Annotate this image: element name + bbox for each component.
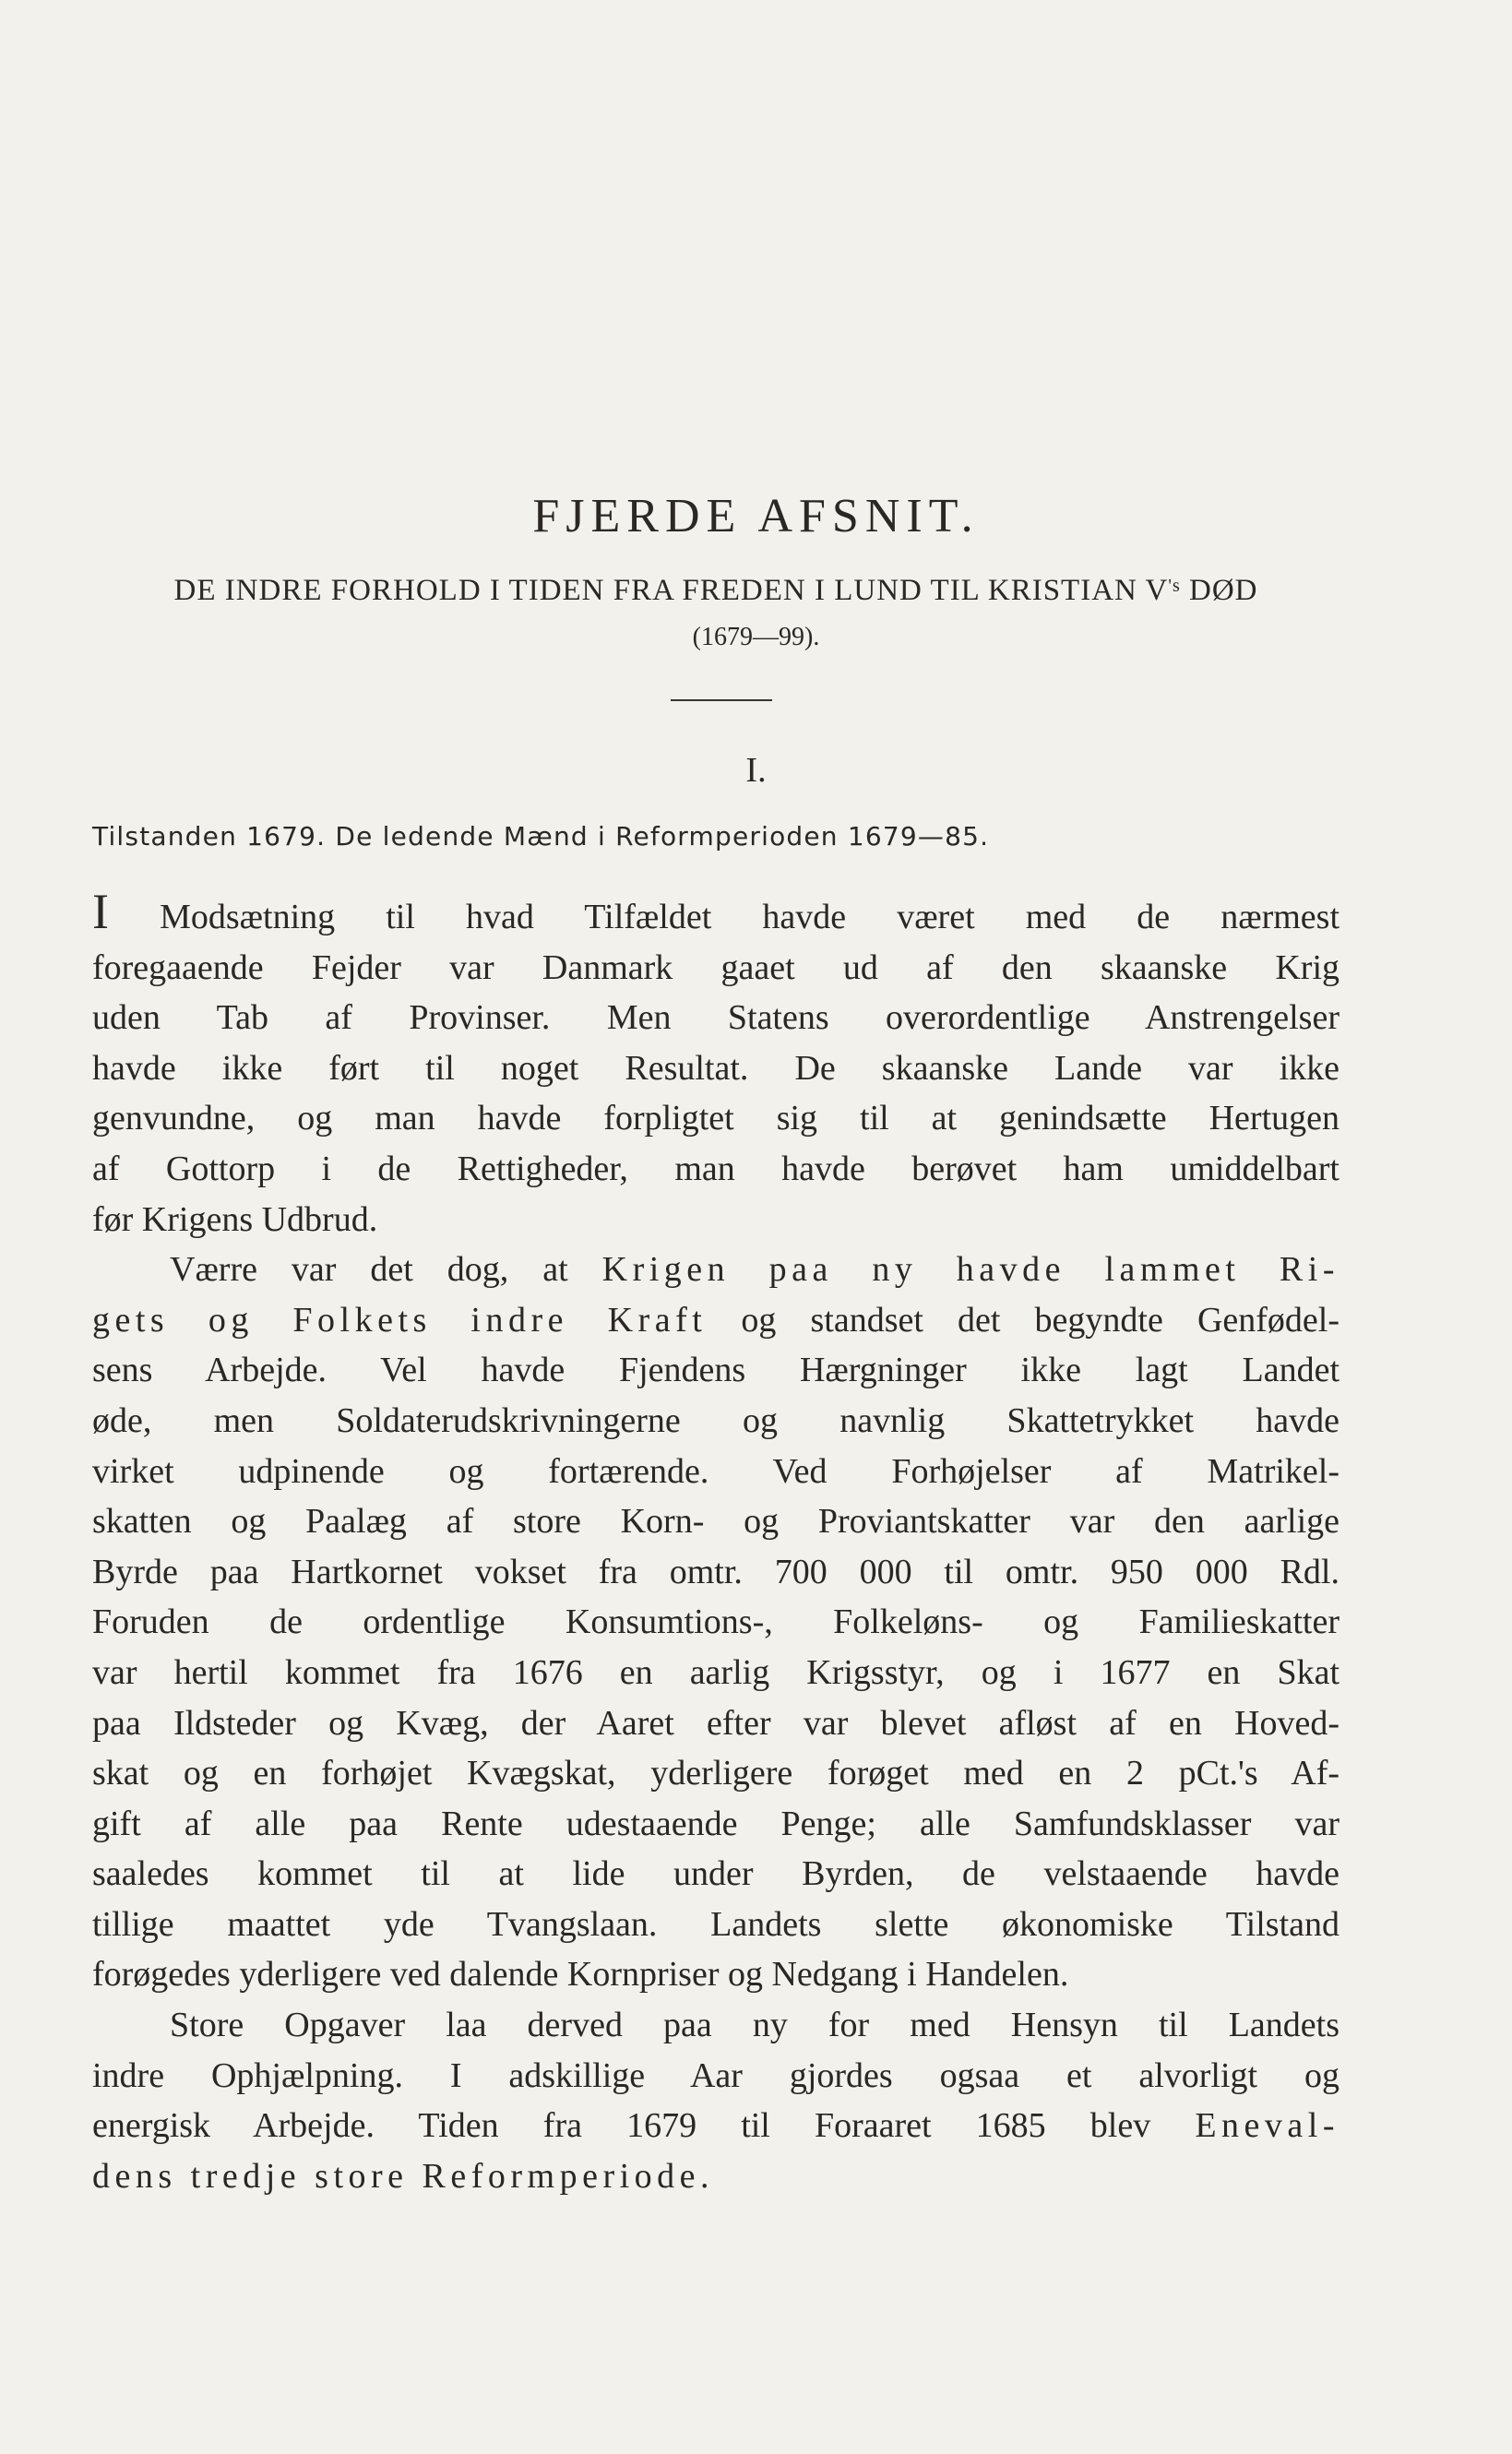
text-line: sens Arbejde. Vel havde Fjendens Hærgninger ikke lagt Landet xyxy=(92,1351,1339,1390)
text-line: Foruden de ordentlige Konsumtions-, Folkeløns- og Familieskatter xyxy=(92,1602,1339,1642)
part-subtitle-main: DE INDRE FORHOLD I TIDEN FRA FREDEN I LUND TIL KRISTIAN V xyxy=(173,574,1169,607)
part-subtitle xyxy=(92,574,1339,608)
text-line: var hertil kommet fra 1676 en aarlig Krigsstyr, og i 1677 en Skat xyxy=(92,1652,1339,1692)
text-span: og standset det begyndte Genfødel- xyxy=(707,1300,1339,1340)
text-line: af Gottorp i de Rettigheder, man havde berøvet ham umiddelbart xyxy=(92,1149,1339,1188)
text-line: virket udpinende og fortærende. Ved Forhøjelser af Matrikel- xyxy=(92,1451,1339,1491)
text-line: uden Tab af Provinser. Men Statens overordentlige Anstrengelser xyxy=(92,998,1339,1038)
spaced-emphasis: gets og Folkets indre Kraft xyxy=(92,1300,708,1340)
text-line: Store Opgaver laa derved paa ny for med Hensyn til Landets xyxy=(170,2006,1339,2045)
text-line: foregaaende Fejder var Danmark gaaet ud af den skaanske Krig xyxy=(92,947,1339,987)
text-line: forøgedes yderligere ved dalende Kornpriser og Nedgang i Handelen. xyxy=(92,1955,1069,1995)
spaced-emphasis: Eneval- xyxy=(1195,2106,1339,2146)
section-divider xyxy=(671,699,772,701)
text-line: saaledes kommet til at lide under Byrden, de velstaaende havde xyxy=(92,1854,1339,1894)
chapter-heading: Tilstanden 1679. De ledende Mænd i Reformperioden 1679—85. xyxy=(92,821,990,852)
text-line: havde ikke ført til noget Resultat. De skaanske Lande var ikke xyxy=(92,1048,1339,1088)
body-text xyxy=(92,884,1339,2201)
part-dates: (1679—99). xyxy=(692,623,820,651)
spaced-emphasis: Krigen paa ny havde lammet Ri- xyxy=(601,1250,1339,1290)
text-line xyxy=(92,884,1339,943)
chapter-number: I. xyxy=(745,751,767,790)
text-span: Modsætning til hvad Tilfældet havde været med de nærmest xyxy=(108,898,1339,936)
text-line: skatten og Paalæg af store Korn- og Proviantskatter var den aarlige xyxy=(92,1502,1339,1542)
part-title: FJERDE AFSNIT. xyxy=(532,490,980,542)
text-line: øde, men Soldaterudskrivningerne og navnlig Skattetrykket havde xyxy=(92,1400,1339,1440)
text-line xyxy=(92,1245,1339,1295)
initial-letter: I xyxy=(92,884,109,939)
text-line: paa Ildsteder og Kvæg, der Aaret efter var blevet afløst af en Hoved- xyxy=(92,1703,1339,1743)
text-line: dens tredje store Reformperiode. xyxy=(92,2156,715,2196)
part-subtitle-end: DØD xyxy=(1180,574,1258,607)
text-line xyxy=(92,1295,1339,1346)
text-line xyxy=(92,2101,1339,2151)
text-line: Byrde paa Hartkornet vokset fra omtr. 700 000 til omtr. 950 000 Rdl. xyxy=(92,1552,1339,1591)
text-line: indre Ophjælpning. I adskillige Aar gjordes ogsaa et alvorligt og xyxy=(92,2055,1339,2095)
text-line: gift af alle paa Rente udestaaende Penge; alle Samfundsklasser var xyxy=(92,1804,1339,1843)
text-span: Værre var det dog, at xyxy=(170,1250,602,1290)
text-line: tillige maattet yde Tvangslaan. Landets slette økonomiske Tilstand xyxy=(92,1904,1339,1944)
text-line: før Krigens Udbrud. xyxy=(92,1199,378,1239)
text-span: energisk Arbejde. Tiden fra 1679 til Foraaret 1685 blev xyxy=(92,2106,1196,2146)
part-subtitle-suffix: 's xyxy=(1168,576,1181,596)
text-line: skat og en forhøjet Kvægskat, yderligere forøget med en 2 pCt.'s Af- xyxy=(92,1754,1339,1793)
text-line: genvundne, og man havde forpligtet sig til at genindsætte Hertugen xyxy=(92,1099,1339,1138)
